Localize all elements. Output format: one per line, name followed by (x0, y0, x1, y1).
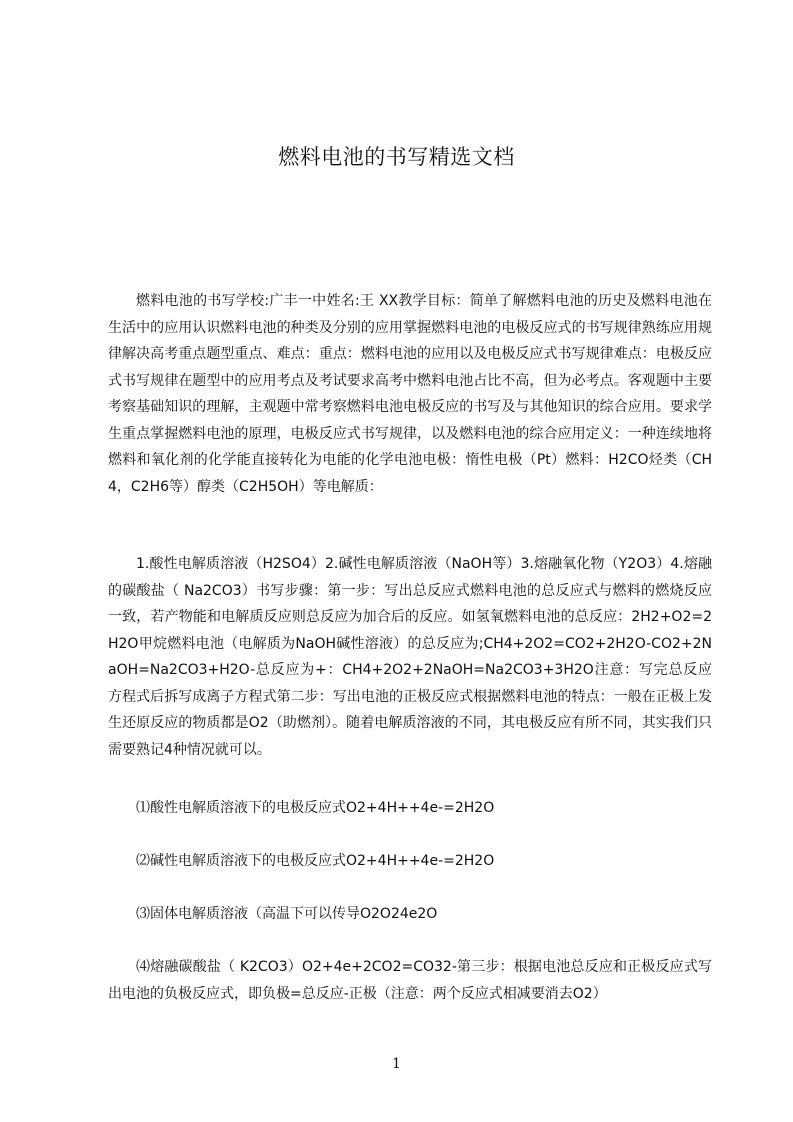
paragraph-solid: ⑶固体电解质溶液（高温下可以传导O2O24e2O (136, 906, 438, 922)
paragraph-intro: 燃料电池的书写学校:广丰一中姓名:王 XX教学目标：简单了解燃料电池的历史及燃料电池在生活中的应用认识燃料电池的种类及分别的应用掌握燃料电池的电极反应式的书写规律熟练应用规律解决高考重点题型重点、难点：重点：燃料电池的应用以及电极反应式书写规律难点：电极反应式书写规律在题型中的应用考点及考试要求高考中燃料电池占比不高，但为必考点。客观题中主要考察基础知识的理解，主观题中常考察燃料电池电极反应的书写及与其他知识的综合应用。要求学生重点掌握燃料电池的原理，电极反应式书写规律，以及燃料电池的综合应用定义：一种连续地将燃料和氧化剂的化学能直接转化为电能的化学电池电极：惰性电极（Pt）燃料：H2CO烃类（CH4，C2H6等）醇类（C2H5OH）等电解质： (108, 293, 712, 495)
page-number: 1 (392, 1056, 401, 1072)
document-title: 燃料电池的书写精选文档 (278, 145, 515, 169)
paragraph-alkaline: ⑵碱性电解质溶液下的电极反应式O2+4H++4e-=2H2O (136, 853, 495, 869)
paragraph-molten-carbonate: ⑷熔融碳酸盐（ K2CO3）O2+4e+2CO2=CO32-第三步：根据电池总反应和正极反应式写出电池的负极反应式，即负极=总反应-正极（注意：两个反应式相减要消去O2） (108, 959, 712, 1002)
paragraph-acidic: ⑴酸性电解质溶液下的电极反应式O2+4H++4e-=2H2O (136, 800, 495, 816)
paragraph-electrolytes-steps: 1.酸性电解质溶液（H2SO4）2.碱性电解质溶液（NaOH等）3.熔融氧化物（Y2O3）4.熔融的碳酸盐（ Na2CO3）书写步骤：第一步：写出总反应式燃料电池的总反应式与燃料的燃烧反应一致，若产物能和电解质反应则总反应为加合后的反应。如氢氧燃料电池的总反应：2H2+O2=2H2O甲烷燃料电池（电解质为NaOH碱性溶液）的总反应为;CH4+2O2=CO2+2H2O-CO2+2NaOH=Na2CO3+H2O-总反应为+：CH4+2O2+2NaOH=Na2CO3+3H2O注意：写完总反应方程式后拆写成离子方程式第二步：写出电池的正极反应式根据燃料电池的特点：一般在正极上发生还原反应的物质都是O2（助燃剂）。随着电解质溶液的不同，其电极反应有所不同，其实我们只需要熟记4种情况就可以。 (108, 556, 712, 758)
